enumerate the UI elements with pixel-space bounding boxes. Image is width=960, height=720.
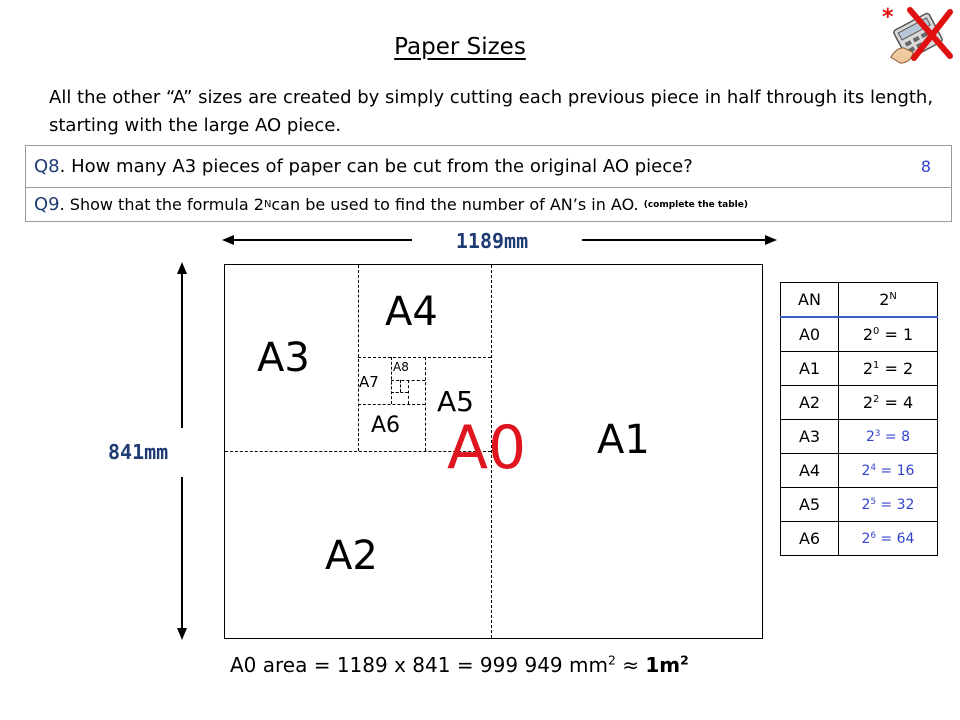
calculator-crossed-icon [880,2,956,64]
question-9-text-before: . Show that the formula 2 [59,195,264,214]
divider-a3 [358,265,359,451]
table-cell-an: A2 [781,386,839,420]
question-8-box [25,145,952,188]
question-8-answer: 8 [920,157,931,176]
header-an: AN [781,283,839,318]
area-formula [230,653,689,677]
table-cell-power: $2^4 = 16$ [839,454,938,488]
label-a3: A3 [257,335,310,381]
table-row [781,386,938,420]
table-row [781,317,938,352]
table-cell-power: $2^1 = 2$ [839,352,938,386]
divider-a11 [400,380,401,392]
table-cell-power: $2^0 = 1$ [839,317,938,352]
question-9-box: Q9 . Show that the formula 2 N can be used to find the number of AN’s in AO. (complete the table) [25,187,952,222]
table-cell-an: A5 [781,488,839,522]
area-result: $1m^2$ [645,652,689,677]
intro-paragraph: All the other “A” sizes are created by simply cutting each previous piece in half through its length, starting with the large AO piece. [49,87,934,136]
height-arrow [172,262,192,640]
table-row [781,522,938,556]
table-cell-power: $2^6 = 64$ [839,522,938,556]
question-8-text: . How many A3 pieces of paper can be cut from the original AO piece? [59,156,693,177]
table-cell-power: $2^3 = 8$ [839,420,938,454]
label-a8: A8 [393,360,409,374]
divider-a6 [358,404,425,405]
svg-text:*: * [882,5,894,30]
table-cell-an: A1 [781,352,839,386]
label-a6: A6 [371,413,401,438]
table-cell-an: A0 [781,317,839,352]
area-sup1: 2 [607,652,616,668]
divider-a5 [425,357,426,451]
powers-table [780,282,938,556]
label-a5: A5 [437,385,474,418]
label-a2: A2 [325,533,378,579]
label-a7: A7 [359,373,379,391]
table-cell-power: $2^2 = 4$ [839,386,938,420]
question-9-text-after: can be used to find the number of AN’s in AO. [271,195,639,214]
width-label: 1189mm [455,229,529,253]
divider-a9 [408,380,409,404]
table-row [781,420,938,454]
table-cell-an: A3 [781,420,839,454]
table-row [781,454,938,488]
divider-a10 [391,392,408,393]
table-header-row [781,283,938,318]
area-prefix: A0 area = 1189 x 841 = 999 949 mm [230,653,608,677]
area-approx: ≈ [615,653,646,677]
label-a4: A4 [385,289,438,335]
a0-sheet-diagram [224,264,763,639]
table-cell-an: A4 [781,454,839,488]
label-a1: A1 [597,417,650,463]
table-cell-an: A6 [781,522,839,556]
table-cell-power: $2^5 = 32$ [839,488,938,522]
question-9-label: Q9 [34,194,60,215]
table-row [781,488,938,522]
page-title: Paper Sizes [394,34,526,60]
height-label: 841mm [108,440,169,464]
header-formula: $2^N$ [839,283,938,318]
label-a0: A0 [447,413,527,483]
question-8-label: Q8 [34,156,60,177]
table-row [781,352,938,386]
question-9-note: (complete the table) [643,199,748,210]
